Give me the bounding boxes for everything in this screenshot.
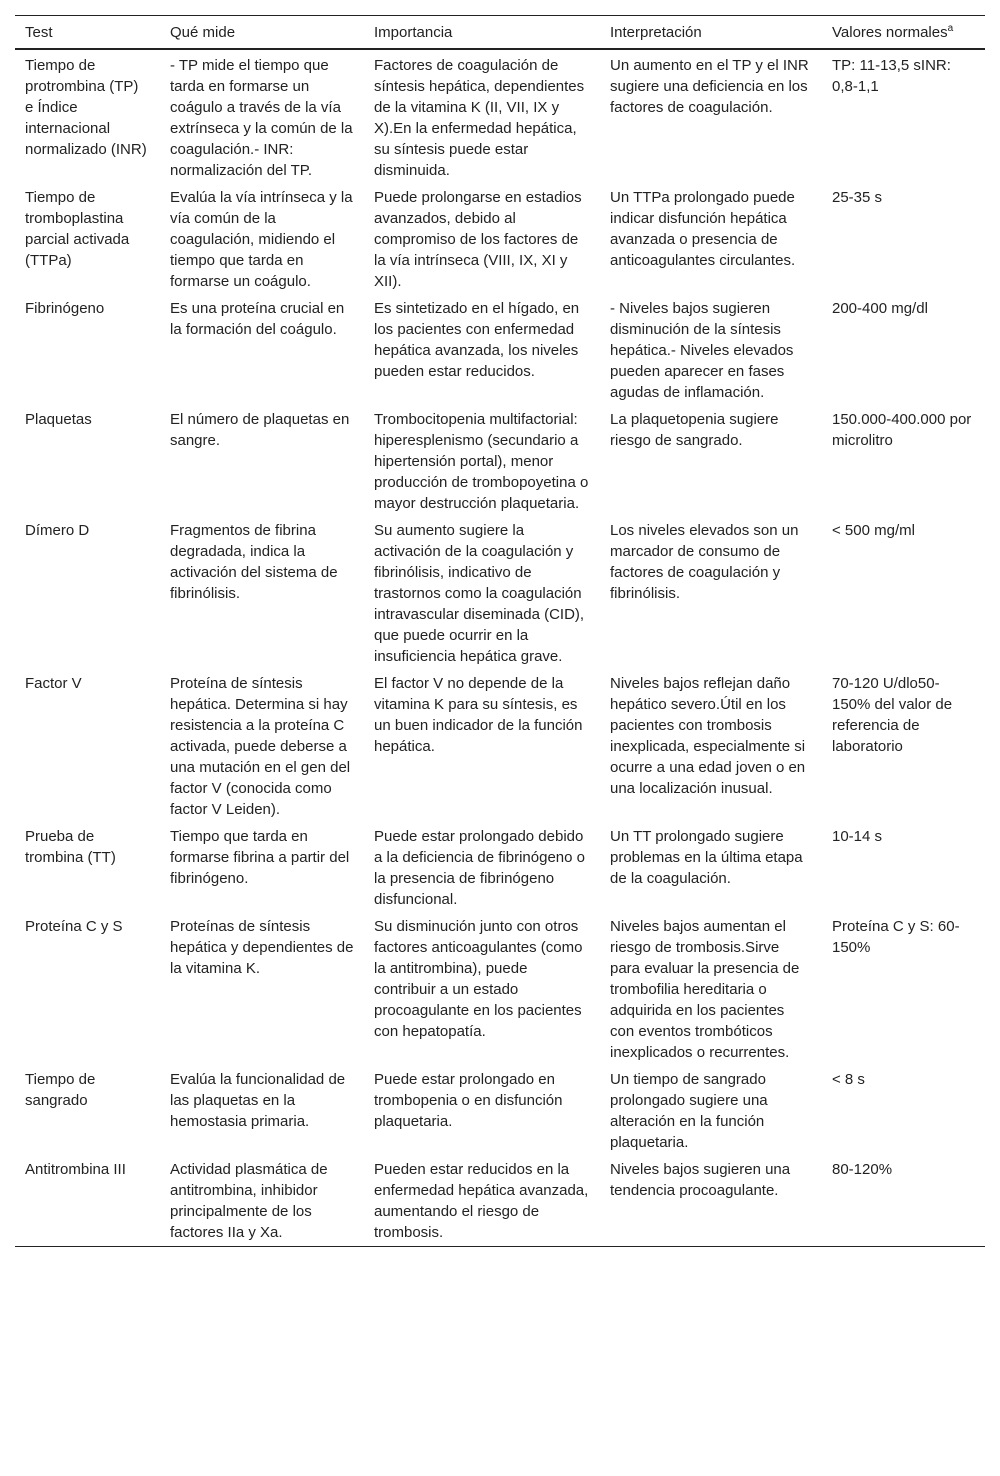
cell-interpretacion: Los niveles elevados son un marcador de consumo de factores de coagulación y fibrinólisis. — [610, 522, 799, 602]
cell-importancia: Es sintetizado en el hígado, en los pacientes con enfermedad hepática avanzada, los niveles pueden estar reducidos. — [374, 300, 580, 380]
cell-test: Prueba de trombina (TT) — [25, 828, 116, 866]
cell-que-mide: Es una proteína crucial en la formación del coágulo. — [170, 300, 345, 338]
cell-test: Tiempo de sangrado — [25, 1071, 96, 1109]
header-importancia: Importancia — [374, 24, 453, 41]
table-row — [15, 1156, 985, 1247]
table-row — [15, 913, 985, 1066]
cell-test: Dímero D — [25, 522, 90, 539]
cell-test: Tiempo de tromboplastina parcial activada (TTPa) — [25, 189, 130, 269]
cell-que-mide: Evalúa la funcionalidad de las plaquetas en la hemostasia primaria. — [170, 1071, 346, 1130]
table-row — [15, 1066, 985, 1156]
cell-interpretacion: Un aumento en el TP y el INR sugiere una deficiencia en los factores de coagulación. — [610, 57, 809, 116]
header-interpretacion: Interpretación — [610, 24, 702, 41]
header-row — [15, 16, 985, 50]
table-row — [15, 406, 985, 517]
cell-importancia: Puede estar prolongado debido a la deficiencia de fibrinógeno o la presencia de fibrinógeno disfuncional. — [374, 828, 585, 908]
cell-importancia: Puede prolongarse en estadios avanzados, debido al compromiso de los factores de la vía intrínseca (VIII, IX, XI y XII). — [374, 189, 582, 290]
cell-test: Tiempo de protrombina (TP) e Índice internacional normalizado (INR) — [25, 57, 147, 158]
cell-interpretacion: Niveles bajos sugieren una tendencia procoagulante. — [610, 1161, 791, 1199]
cell-importancia: Factores de coagulación de síntesis hepática, dependientes de la vitamina K (II, VII, IX y X).En la enfermedad hepática, su síntesis puede estar disminuida. — [374, 57, 585, 179]
cell-importancia: Pueden estar reducidos en la enfermedad hepática avanzada, aumentando el riesgo de trombosis. — [374, 1161, 589, 1241]
cell-interpretacion: Un tiempo de sangrado prolongado sugiere una alteración en la función plaquetaria. — [610, 1071, 768, 1151]
footnote-marker: a — [947, 23, 954, 34]
cell-valores-normales: TP: 11-13,5 sINR: 0,8-1,1 — [832, 57, 951, 95]
cell-importancia: El factor V no depende de la vitamina K para su síntesis, es un buen indicador de la función hepática. — [374, 675, 583, 755]
cell-test: Fibrinógeno — [25, 300, 105, 317]
cell-valores-normales: 80-120% — [832, 1161, 893, 1178]
coagulation-tests-table — [15, 15, 985, 1247]
cell-que-mide: El número de plaquetas en sangre. — [170, 411, 350, 449]
cell-valores-normales: 150.000-400.000 por microlitro — [832, 411, 972, 449]
header-valores-normales — [822, 16, 985, 50]
cell-interpretacion: Niveles bajos aumentan el riesgo de trombosis.Sirve para evaluar la presencia de trombofilia hereditaria o adquirida en los pacientes con eventos trombóticos inexplicados o recurrentes. — [610, 918, 800, 1061]
cell-test: Plaquetas — [25, 411, 92, 428]
cell-valores-normales: Proteína C y S: 60-150% — [832, 918, 960, 956]
cell-que-mide: Tiempo que tarda en formarse fibrina a partir del fibrinógeno. — [170, 828, 350, 887]
cell-test: Factor V — [25, 675, 82, 692]
header-valores-label: Valores normales — [832, 24, 948, 41]
cell-importancia: Su aumento sugiere la activación de la coagulación y fibrinólisis, indicativo de trastornos como la coagulación intravascular diseminada (CID), que puede ocurrir en la insuficiencia hepática grave. — [374, 522, 585, 665]
cell-valores-normales: 70-120 U/dlo50-150% del valor de referencia de laboratorio — [832, 675, 953, 755]
cell-test: Proteína C y S — [25, 918, 123, 935]
cell-que-mide: Proteínas de síntesis hepática y dependientes de la vitamina K. — [170, 918, 354, 977]
table-row — [15, 670, 985, 823]
cell-que-mide: - TP mide el tiempo que tarda en formarse un coágulo a través de la vía extrínseca y la común de la coagulación.- INR: normalización del TP. — [170, 57, 353, 179]
cell-interpretacion: Un TTPa prolongado puede indicar disfunción hepática avanzada o presencia de anticoagulantes circulantes. — [610, 189, 796, 269]
table-row — [15, 49, 985, 184]
table-row — [15, 823, 985, 913]
cell-que-mide: Evalúa la vía intrínseca y la vía común de la coagulación, midiendo el tiempo que tarda en formarse un coágulo. — [170, 189, 353, 290]
cell-que-mide: Fragmentos de fibrina degradada, indica la activación del sistema de fibrinólisis. — [170, 522, 338, 602]
cell-interpretacion: Un TT prolongado sugiere problemas en la última etapa de la coagulación. — [610, 828, 803, 887]
header-que-mide: Qué mide — [170, 24, 236, 41]
cell-interpretacion: La plaquetopenia sugiere riesgo de sangrado. — [610, 411, 779, 449]
cell-interpretacion: Niveles bajos reflejan daño hepático severo.Útil en los pacientes con trombosis inexplicada, especialmente si ocurre a una edad joven o en una localización inusual. — [610, 675, 806, 797]
header-test: Test — [25, 24, 53, 41]
cell-importancia: Trombocitopenia multifactorial: hiperesplenismo (secundario a hipertensión portal), menor producción de trombopoyetina o mayor destrucción plaquetaria. — [374, 411, 589, 512]
cell-valores-normales: 25-35 s — [832, 189, 883, 206]
cell-valores-normales: < 8 s — [832, 1071, 865, 1088]
cell-que-mide: Actividad plasmática de antitrombina, inhibidor principalmente de los factores IIa y Xa. — [170, 1161, 328, 1241]
cell-importancia: Puede estar prolongado en trombopenia o en disfunción plaquetaria. — [374, 1071, 563, 1130]
cell-interpretacion: - Niveles bajos sugieren disminución de la síntesis hepática.- Niveles elevados pueden aparecer en fases agudas de inflamación. — [610, 300, 794, 401]
cell-importancia: Su disminución junto con otros factores anticoagulantes (como la antitrombina), puede contribuir a un estado procoagulante en los pacientes con hepatopatía. — [374, 918, 583, 1040]
cell-valores-normales: 200-400 mg/dl — [832, 300, 928, 317]
cell-valores-normales: < 500 mg/ml — [832, 522, 915, 539]
cell-valores-normales: 10-14 s — [832, 828, 883, 845]
cell-que-mide: Proteína de síntesis hepática. Determina si hay resistencia a la proteína C activada, puede deberse a una mutación en el gen del factor V (conocida como factor V Leiden). — [170, 675, 351, 818]
cell-test: Antitrombina III — [25, 1161, 126, 1178]
table-row — [15, 184, 985, 295]
table-row — [15, 517, 985, 670]
table-row — [15, 295, 985, 406]
